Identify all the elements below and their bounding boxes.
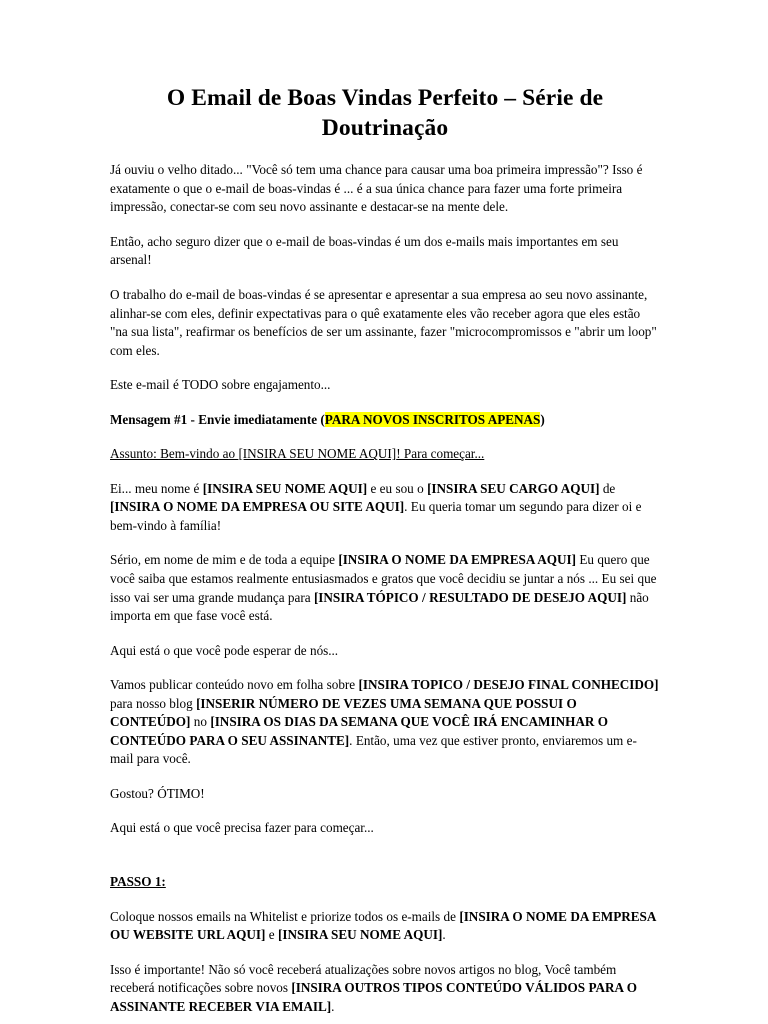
subject-line: [110, 445, 660, 464]
step-1-heading-label: PASSO 1:: [110, 873, 166, 889]
publish-text-3: no: [190, 714, 211, 730]
important-text-2: .: [331, 998, 335, 1014]
paragraph-engagement: Este e-mail é TODO sobre engajamento...: [110, 377, 331, 393]
greeting-text-4: . Eu queria tomar um segundo para dizer oi e bem-vindo à família!: [110, 499, 642, 533]
paragraph-serious: [110, 551, 660, 625]
subject-placeholder: [INSIRA SEU NOME AQUI]: [238, 446, 397, 462]
subject-label: Assunto: Bem-vindo ao: [110, 446, 239, 462]
publish-text-1: Vamos publicar conteúdo novo em folha sobre: [110, 677, 359, 693]
message-heading-highlight: PARA NOVOS INSCRITOS APENAS: [324, 411, 541, 427]
message-heading: [110, 411, 660, 430]
whitelist-text-1: Coloque nossos emails na Whitelist e priorize todos os e-mails de: [110, 908, 460, 924]
paragraph-importance: Então, acho seguro dizer que o e-mail de boas-vindas é um dos e-mails mais importantes em seu arsenal!: [110, 233, 619, 268]
paragraph-need-to-do: Aqui está o que você precisa fazer para começar...: [110, 820, 374, 836]
paragraph-liked: Gostou? ÓTIMO!: [110, 785, 205, 801]
important-placeholder-content-types: [INSIRA OUTROS TIPOS CONTEÚDO VÁLIDOS PARA O ASSINANTE RECEBER VIA EMAIL]: [110, 980, 637, 1014]
important-text-1: Isso é importante! Não só você receberá atualizações sobre novos artigos no blog, Você também receberá notificações sobre novos: [110, 961, 617, 996]
whitelist-placeholder-name: [INSIRA SEU NOME AQUI]: [277, 927, 443, 943]
whitelist-placeholder-company-url: [INSIRA O NOME DA EMPRESA OU WEBSITE URL AQUI]: [110, 908, 656, 943]
publish-placeholder-frequency: [INSERIR NÚMERO DE VEZES UMA SEMANA QUE POSSUI O CONTEÚDO]: [110, 695, 577, 730]
publish-placeholder-days: [INSIRA OS DIAS DA SEMANA QUE VOCÊ IRÁ ENCAMINHAR O CONTEÚDO PARA O SEU ASSINANTE]: [110, 714, 608, 748]
step-1-heading: [110, 873, 660, 892]
subject-tail: ! Para começar...: [396, 446, 485, 462]
greeting-placeholder-name: [INSIRA SEU NOME AQUI]: [202, 480, 368, 496]
section-spacer: [110, 853, 660, 873]
whitelist-text-2: e: [265, 927, 278, 943]
greeting-placeholder-role: [INSIRA SEU CARGO AQUI]: [427, 480, 600, 496]
publish-text-4: . Então, uma vez que estiver pronto, enviaremos um e-mail para você.: [110, 732, 637, 767]
greeting-text-1: Ei... meu nome é: [110, 480, 203, 496]
paragraph-job-of-email: O trabalho do e-mail de boas-vindas é se apresentar e apresentar a sua empresa ao seu novo assinante, alinhar-se com eles, definir expectativas para o quê exatamente eles vão receber agora que eles estão "na sua lista", reafirmar os benefícios de ser um assinante, fazer "microcompromissos e "abrir um loop" com eles.: [110, 286, 657, 358]
paragraph-publish: [110, 676, 660, 769]
paragraph-greeting: [110, 480, 660, 536]
serious-placeholder-topic: [INSIRA TÓPICO / RESULTADO DE DESEJO AQUI]: [313, 589, 627, 605]
message-heading-prefix: Mensagem #1 - Envie imediatamente (: [110, 411, 325, 427]
greeting-placeholder-company: [INSIRA O NOME DA EMPRESA OU SITE AQUI]: [110, 499, 405, 515]
paragraph-important: [110, 961, 660, 1017]
serious-text-2: Eu quero que você saiba que estamos realmente entusiasmados e gratos que você decidiu se juntar a nós ... Eu sei que isso vai ser uma grande mudança para: [110, 552, 657, 605]
greeting-text-2: e eu sou o: [367, 480, 428, 496]
serious-placeholder-company: [INSIRA O NOME DA EMPRESA AQUI]: [338, 552, 576, 568]
publish-text-2: para nosso blog: [110, 695, 197, 711]
greeting-text-3: de: [599, 480, 616, 496]
publish-placeholder-topic: [INSIRA TOPICO / DESEJO FINAL CONHECIDO]: [358, 677, 659, 693]
paragraph-whitelist: [110, 908, 660, 945]
message-heading-suffix: ): [540, 411, 545, 427]
paragraph-intro: Já ouviu o velho ditado... "Você só tem uma chance para causar uma boa primeira impressão"? Isso é exatamente o que o e-mail de boas-vindas é ... é a sua única chance para fazer uma forte primeira impressão, conectar-se com seu novo assinante e destacar-se na mente dele.: [110, 162, 643, 215]
paragraph-expect: Aqui está o que você pode esperar de nós...: [110, 642, 339, 658]
serious-text-1: Sério, em nome de mim e de toda a equipe: [110, 552, 339, 568]
page-title: O Email de Boas Vindas Perfeito – Série de Doutrinação: [166, 85, 604, 141]
serious-text-3: não importa em que fase você está.: [110, 589, 649, 624]
whitelist-text-3: .: [442, 927, 446, 943]
